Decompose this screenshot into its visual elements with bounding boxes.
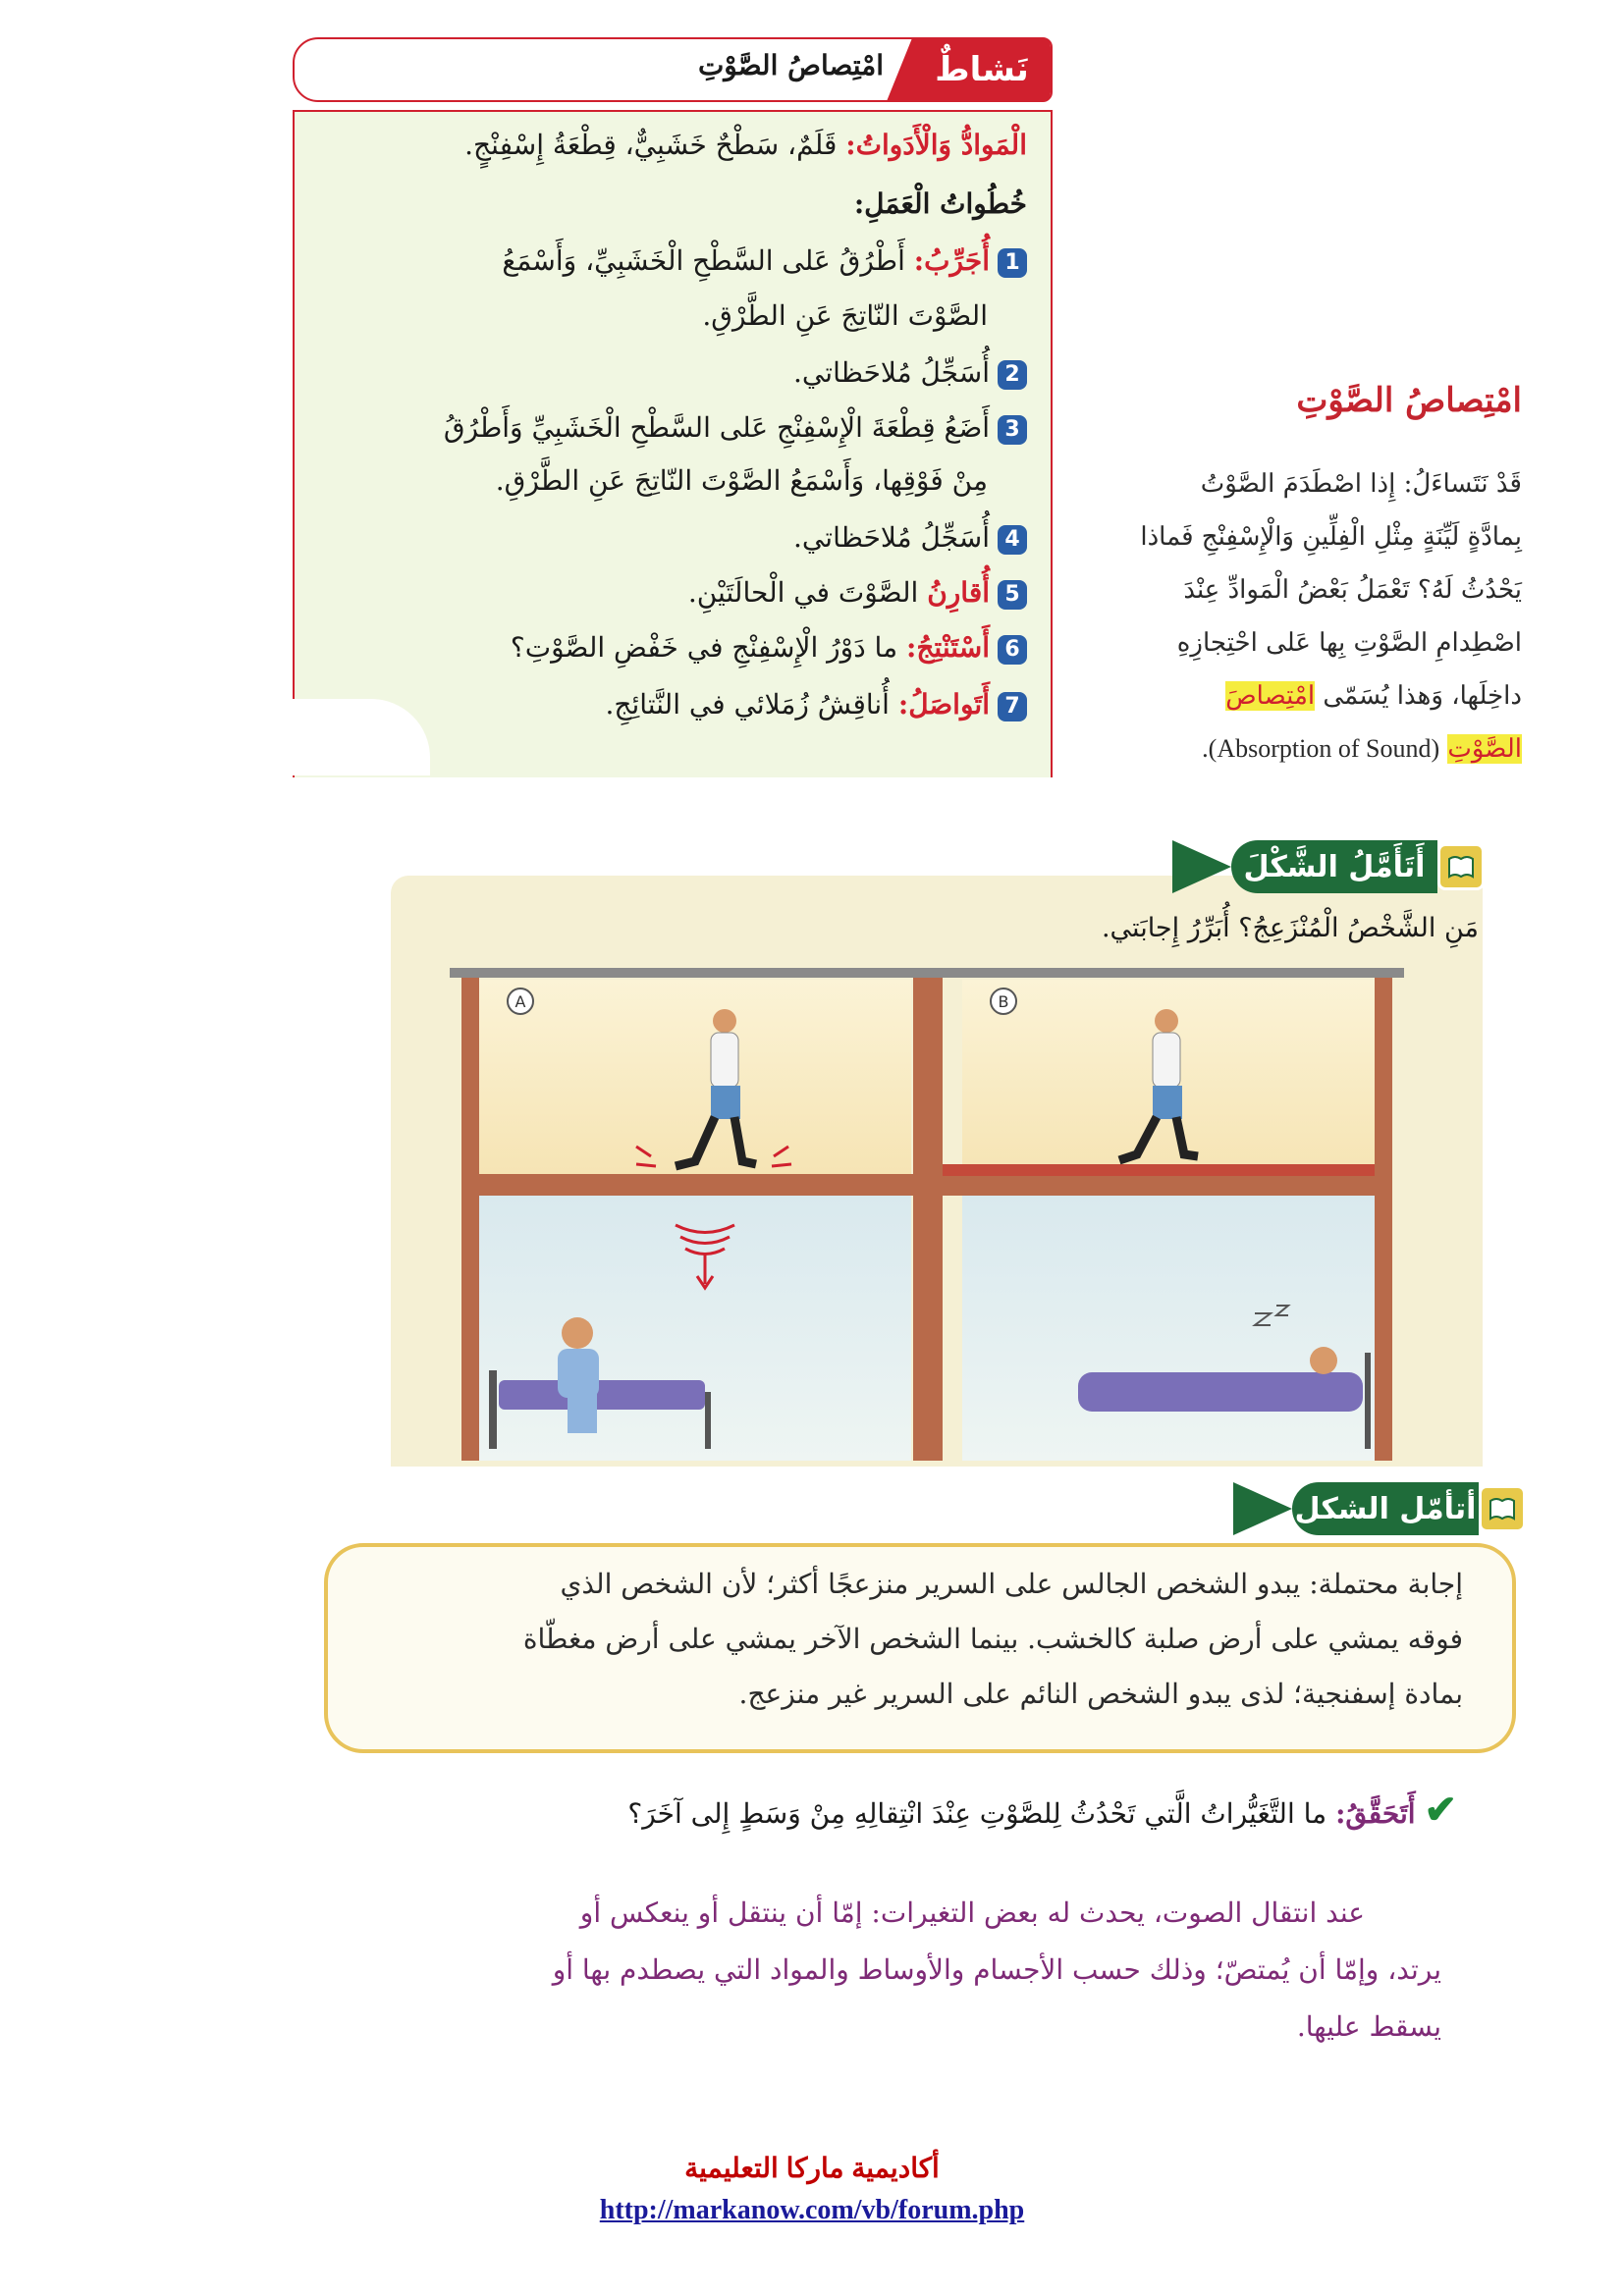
step-text-4: أُسَجِّلُ مُلاحَظاتي. bbox=[793, 521, 990, 554]
step-6 bbox=[511, 628, 1027, 667]
step-number-5: 5 bbox=[998, 580, 1027, 610]
answer-line-2: فوقه يمشي على أرض صلبة كالخشب. بينما الشخص الآخر يمشي على أرض مغطّاة bbox=[522, 1623, 1463, 1655]
figure-tab bbox=[1172, 840, 1485, 893]
materials-label: الْمَوادُّ وَالْأَدَواتُ: bbox=[845, 129, 1027, 161]
step-text-2: أُسَجِّلُ مُلاحَظاتي. bbox=[793, 356, 990, 389]
book-icon bbox=[1437, 843, 1485, 890]
activity-title: امْتِصاصُ الصَّوْتِ bbox=[697, 49, 884, 81]
step-number-6: 6 bbox=[998, 635, 1027, 665]
step-text-6: ما دَوْرُ الْإِسْفِنْجِ في خَفْضِ الصَّوْتِ؟ bbox=[510, 631, 898, 664]
term-highlight-1: امْتِصاصَ bbox=[1225, 681, 1316, 711]
check-question: ما التَّغَيُّراتُ الَّتي تَحْدُثُ لِلصَّوْتِ عِنْدَ انْتِقالِهِ مِنْ وَسَطٍ إِلى آخَرَ؟ bbox=[627, 1797, 1327, 1830]
check-answer-line-1: عند انتقال الصوت، يحدث له بعض التغيرات: إمّا أن ينتقل أو ينعكس أو bbox=[579, 1896, 1365, 1929]
side-line-1: قَدْ نَتَساءَلُ: إِذا اصْطَدَمَ الصَّوْتُ bbox=[1200, 469, 1522, 499]
figure-tab-arrow bbox=[1172, 840, 1231, 893]
term-highlight-2: الصَّوْتِ bbox=[1447, 734, 1522, 764]
checkmark-icon: ✔ bbox=[1424, 1787, 1457, 1833]
side-line-4: اصْطِدامِ الصَّوْتِ بِها عَلى احْتِجازِهِ bbox=[1176, 628, 1522, 658]
activity-tag: نَشاطٌ bbox=[913, 37, 1051, 102]
step-verb-5: أُقارِنُ bbox=[927, 576, 990, 609]
step-4 bbox=[793, 518, 1027, 558]
step-5 bbox=[688, 573, 1027, 613]
side-line-2: بِمادَّةٍ لَيِّنَةٍ مِثْلِ الْفِلِّينِ وَالْإِسْفِنْجِ فَماذا bbox=[1140, 522, 1522, 552]
step-verb-1: أُجَرِّبُ: bbox=[913, 244, 990, 277]
step-number-3: 3 bbox=[998, 415, 1027, 445]
step-number-1: 1 bbox=[998, 248, 1027, 278]
steps-heading: خُطُواتُ الْعَمَلِ: bbox=[853, 187, 1027, 220]
materials-text: قَلَمٌ، سَطْحٌ خَشَبِيٌّ، قِطْعَةُ إِسْفِنْجٍ. bbox=[464, 129, 838, 161]
figure-tab-label: أَتَأَمَّلُ الشَّكْلَ bbox=[1231, 840, 1437, 893]
activity-header bbox=[293, 37, 1053, 102]
step-number-2: 2 bbox=[998, 360, 1027, 390]
footer-name: أكاديمية ماركا التعليمية bbox=[684, 2153, 940, 2183]
figure-question: مَنِ الشَّخْصُ الْمُنْزَعِجُ؟ أُبَرِّرُ إِجابَتي. bbox=[1101, 913, 1479, 943]
side-line-3: يَحْدُثُ لَهُ؟ تَعْمَلُ بَعْضُ الْمَوادِّ عِنْدَ bbox=[1183, 575, 1522, 605]
step-verb-6: أَسْتَنْتِجُ: bbox=[906, 631, 990, 664]
side-line-6 bbox=[1202, 722, 1522, 775]
materials-line bbox=[464, 126, 1027, 165]
step-number-4: 4 bbox=[998, 525, 1027, 555]
check-label: أَتَحَقَّقُ: bbox=[1335, 1797, 1416, 1830]
english-term: (Absorption of Sound). bbox=[1202, 734, 1440, 763]
step-1 bbox=[502, 241, 1027, 281]
step-number-7: 7 bbox=[998, 692, 1027, 721]
step-7 bbox=[605, 685, 1027, 724]
book-icon bbox=[1479, 1485, 1526, 1532]
illustration bbox=[391, 960, 1483, 1467]
step-text-3: أَضَعُ قِطْعَةَ الْإِسْفِنْجِ عَلى السَّطْحِ الْخَشَبِيِّ وَأَطْرُقُ bbox=[443, 411, 990, 444]
step-verb-7: أَتَواصَلُ: bbox=[897, 688, 990, 721]
activity-body bbox=[293, 110, 1053, 777]
check-question-line bbox=[627, 1787, 1457, 1833]
side-line-5 bbox=[1225, 669, 1522, 722]
figure-answer-tab bbox=[1233, 1482, 1526, 1535]
side-line-5-text: داخِلَها، وَهذا يُسَمّى bbox=[1323, 681, 1522, 711]
step-text-7: أُناقِشُ زُمَلائي في النَّتائِجِ. bbox=[605, 688, 890, 721]
step-text-1: أَطْرُقُ عَلى السَّطْحِ الْخَشَبِيِّ، وَأَسْمَعُ bbox=[502, 244, 905, 277]
label-b: B bbox=[998, 992, 1009, 1011]
answer-line-1: إجابة محتملة: يبدو الشخص الجالس على السرير منزعجًا أكثر؛ لأن الشخص الذي bbox=[560, 1568, 1463, 1600]
step-text-5: الصَّوْتَ في الْحالَتَيْنِ. bbox=[687, 576, 919, 609]
figure-answer-tab-arrow bbox=[1233, 1482, 1292, 1535]
side-title: امْتِصاصُ الصَّوْتِ bbox=[1296, 381, 1522, 420]
figure-answer-tab-label: أتأمّل الشكل bbox=[1292, 1482, 1479, 1535]
footer-link[interactable]: http://markanow.com/vb/forum.php bbox=[599, 2195, 1025, 2225]
label-a: A bbox=[514, 992, 526, 1011]
step-3 bbox=[444, 408, 1027, 448]
check-answer-line-2: يرتد، وإمّا أن يُمتصّ؛ وذلك حسب الأجسام والأوساط والمواد التي يصطدم بها أو bbox=[552, 1953, 1441, 1986]
step-2 bbox=[793, 353, 1027, 393]
check-answer-line-3: يسقط عليها. bbox=[1296, 2010, 1441, 2043]
answer-line-3: بمادة إسفنجية؛ لذى يبدو الشخص النائم على السرير غير منزعج. bbox=[738, 1678, 1463, 1710]
step-3-cont: مِنْ فَوْقِها، وَأَسْمَعُ الصَّوْتَ النّاتِجَ عَنِ الطَّرْقِ. bbox=[495, 464, 988, 497]
step-1-cont: الصَّوْتَ النّاتِجَ عَنِ الطَّرْقِ. bbox=[702, 299, 988, 332]
